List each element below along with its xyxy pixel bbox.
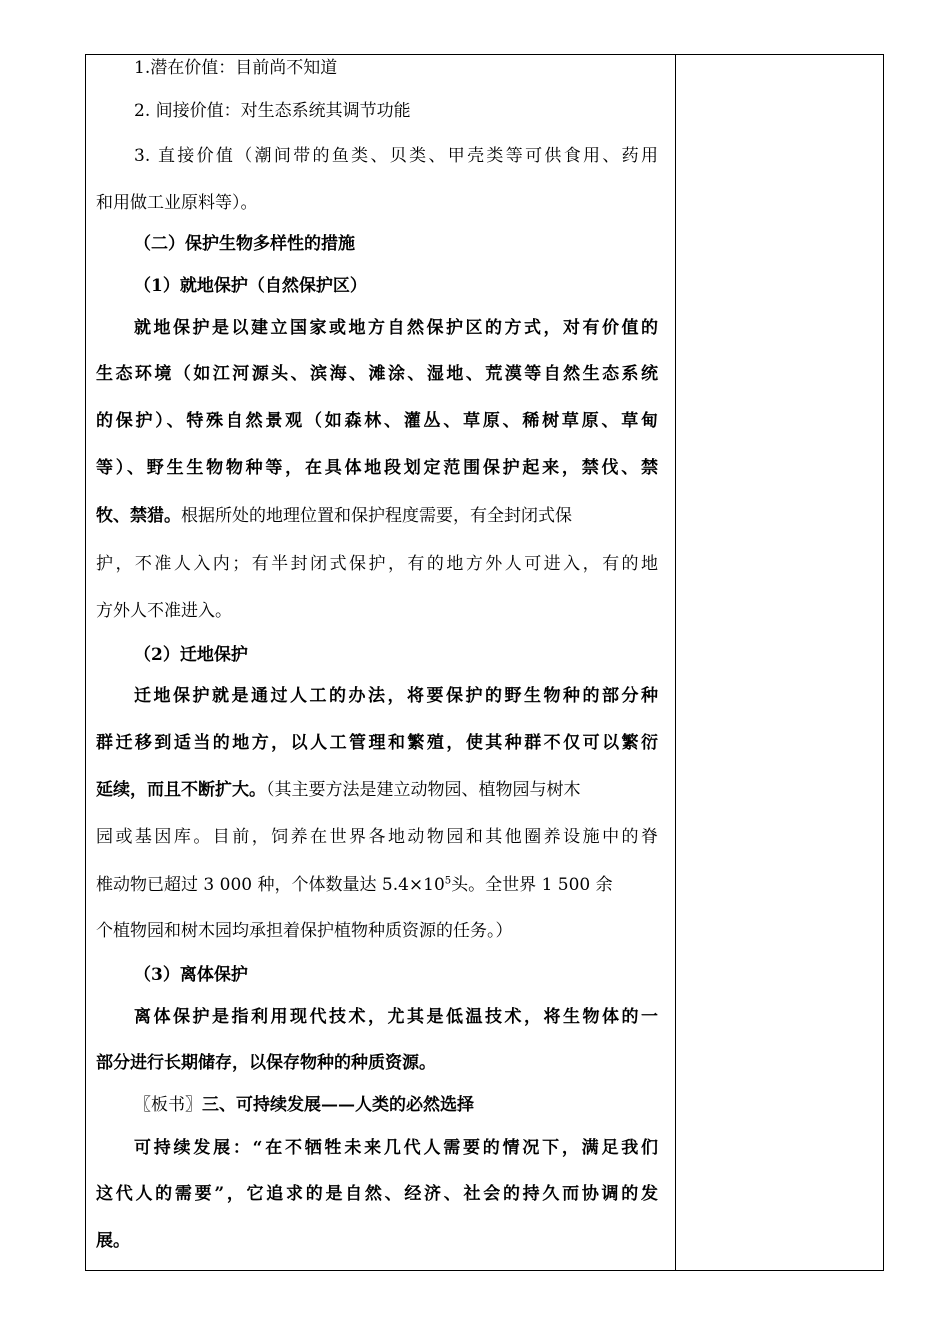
sustainable-l3: 展。	[96, 1231, 130, 1251]
ex-situ-l2: 群迁移到适当的地方，以人工管理和繁殖，使其种群不仅可以繁衍	[96, 733, 658, 753]
ex-situ-l3	[96, 778, 581, 802]
ex-situ-l1: 迁地保护就是通过人工的办法，将要保护的野生物种的部分种	[134, 686, 658, 706]
ex-situ-l6: 个植物园和树木园均承担着保护植物种质资源的任务。）	[96, 921, 513, 941]
in-situ-p1-l5	[96, 504, 572, 528]
value-potential: 1.潜在价值：目前尚不知道	[134, 58, 338, 78]
in-situ-p1-l2: 生态环境（如江河源头、滨海、滩涂、湿地、荒漠等自然生态系统	[96, 364, 658, 384]
value-indirect: 2. 间接价值：对生态系统其调节功能	[134, 101, 411, 121]
ex-situ-l3-normal: （其主要方法是建立动物园、植物园与树木	[266, 780, 581, 800]
in-situ-heading: （1）就地保护（自然保护区）	[134, 276, 367, 296]
ex-situ-l4: 园或基因库。目前，饲养在世界各地动物园和其他圈养设施中的脊	[96, 827, 658, 847]
sustainable-heading: 三、可持续发展——人类的必然选择	[202, 1095, 474, 1115]
isolated-heading: （3）离体保护	[134, 965, 248, 985]
ex-situ-l5-exponent: 5	[444, 875, 452, 887]
in-situ-p1-l4: 等）、野生生物物种等，在具体地段划定范围保护起来，禁伐、禁	[96, 458, 658, 478]
sustainable-l1: 可持续发展：“在不牺牲未来几代人需要的情况下，满足我们	[134, 1138, 658, 1158]
isolated-l2: 部分进行长期储存，以保存物种的种质资源。	[96, 1053, 436, 1073]
measures-heading: （二）保护生物多样性的措施	[134, 234, 355, 254]
in-situ-p1-l5-normal: 根据所处的地理位置和保护程度需要，有全封闭式保	[181, 506, 572, 526]
ex-situ-l3-bold: 延续，而且不断扩大。	[96, 780, 266, 800]
in-situ-p1-l1: 就地保护是以建立国家或地方自然保护区的方式，对有价值的	[134, 318, 658, 338]
ex-situ-l5-a: 椎动物已超过 3 000 种，个体数量达 5.4×10	[96, 875, 445, 895]
value-direct-cont: 和用做工业原料等）。	[96, 193, 258, 213]
value-direct: 3. 直接价值（潮间带的鱼类、贝类、甲壳类等可供食用、药用	[134, 146, 658, 166]
ex-situ-l5	[96, 873, 613, 897]
column-divider	[675, 54, 676, 1271]
sustainable-heading-line	[134, 1093, 474, 1117]
sustainable-l2: 这代人的需要”，它追求的是自然、经济、社会的持久而协调的发	[96, 1184, 658, 1204]
in-situ-p1-l3: 的保护）、特殊自然景观（如森林、灌丛、草原、稀树草原、草甸	[96, 411, 658, 431]
in-situ-p1-l6: 护，不准人入内；有半封闭式保护，有的地方外人可进入，有的地	[96, 554, 658, 574]
in-situ-p1-l7: 方外人不准进入。	[96, 601, 232, 621]
ex-situ-l5-b: 头。全世界 1 500 余	[451, 875, 613, 895]
ex-situ-heading: （2）迁地保护	[134, 645, 248, 665]
board-tag: 〖板书〗	[134, 1095, 202, 1115]
in-situ-p1-l5-bold: 牧、禁猎。	[96, 506, 181, 526]
isolated-l1: 离体保护是指利用现代技术，尤其是低温技术，将生物体的一	[134, 1007, 658, 1027]
